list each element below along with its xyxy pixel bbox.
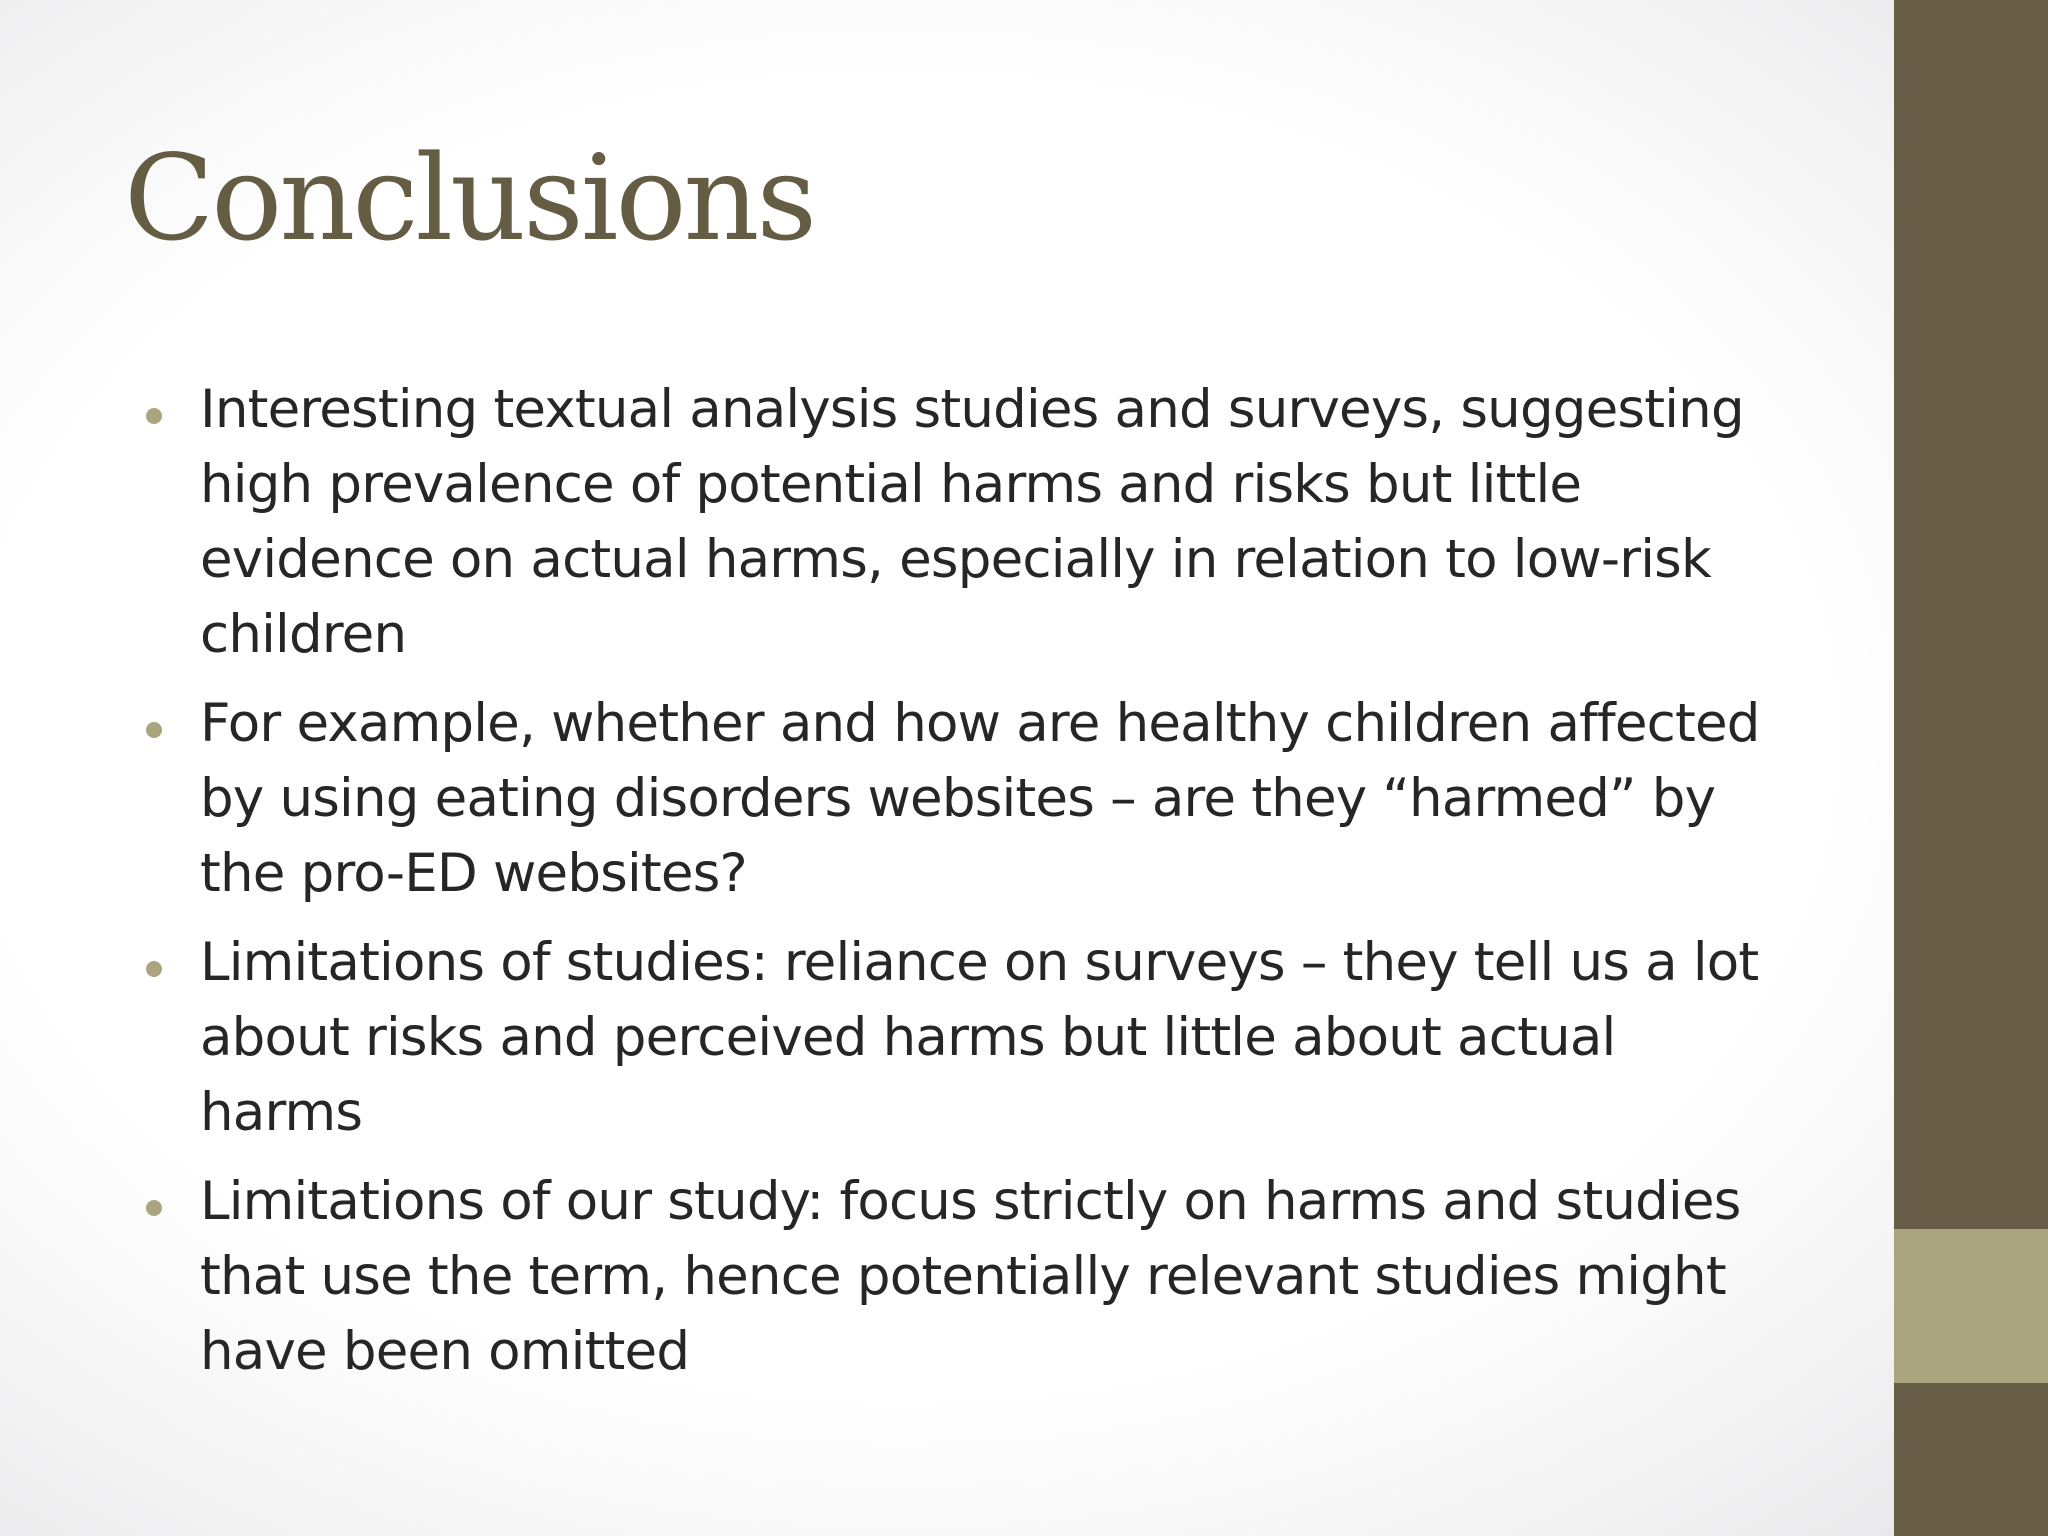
side-accent-decoration [1894,1229,2048,1383]
bullet-item [146,372,1786,672]
bullet-text: Interesting textual analysis studies and surveys, suggesting high prevalence of potential harms and risks but little evidence on actual harms, especially in relation to low-risk children [200,379,1744,665]
bullet-item [146,1164,1786,1389]
slide-title: Conclusions [124,129,815,267]
bullet-list [146,372,1786,1403]
bullet-text: Limitations of our study: focus strictly on harms and studies that use the term, hence potentially relevant studies might have been omitted [200,1171,1741,1382]
bullet-dot-icon [146,408,162,424]
bullet-text: Limitations of studies: reliance on surveys – they tell us a lot about risks and perceived harms but little about actual harms [200,932,1759,1143]
bullet-dot-icon [146,722,162,738]
bullet-item [146,925,1786,1150]
bullet-text: For example, whether and how are healthy children affected by using eating disorders websites – are they “harmed” by the pro-ED websites? [200,693,1760,904]
bullet-dot-icon [146,961,162,977]
bullet-item [146,686,1786,911]
bullet-dot-icon [146,1200,162,1216]
